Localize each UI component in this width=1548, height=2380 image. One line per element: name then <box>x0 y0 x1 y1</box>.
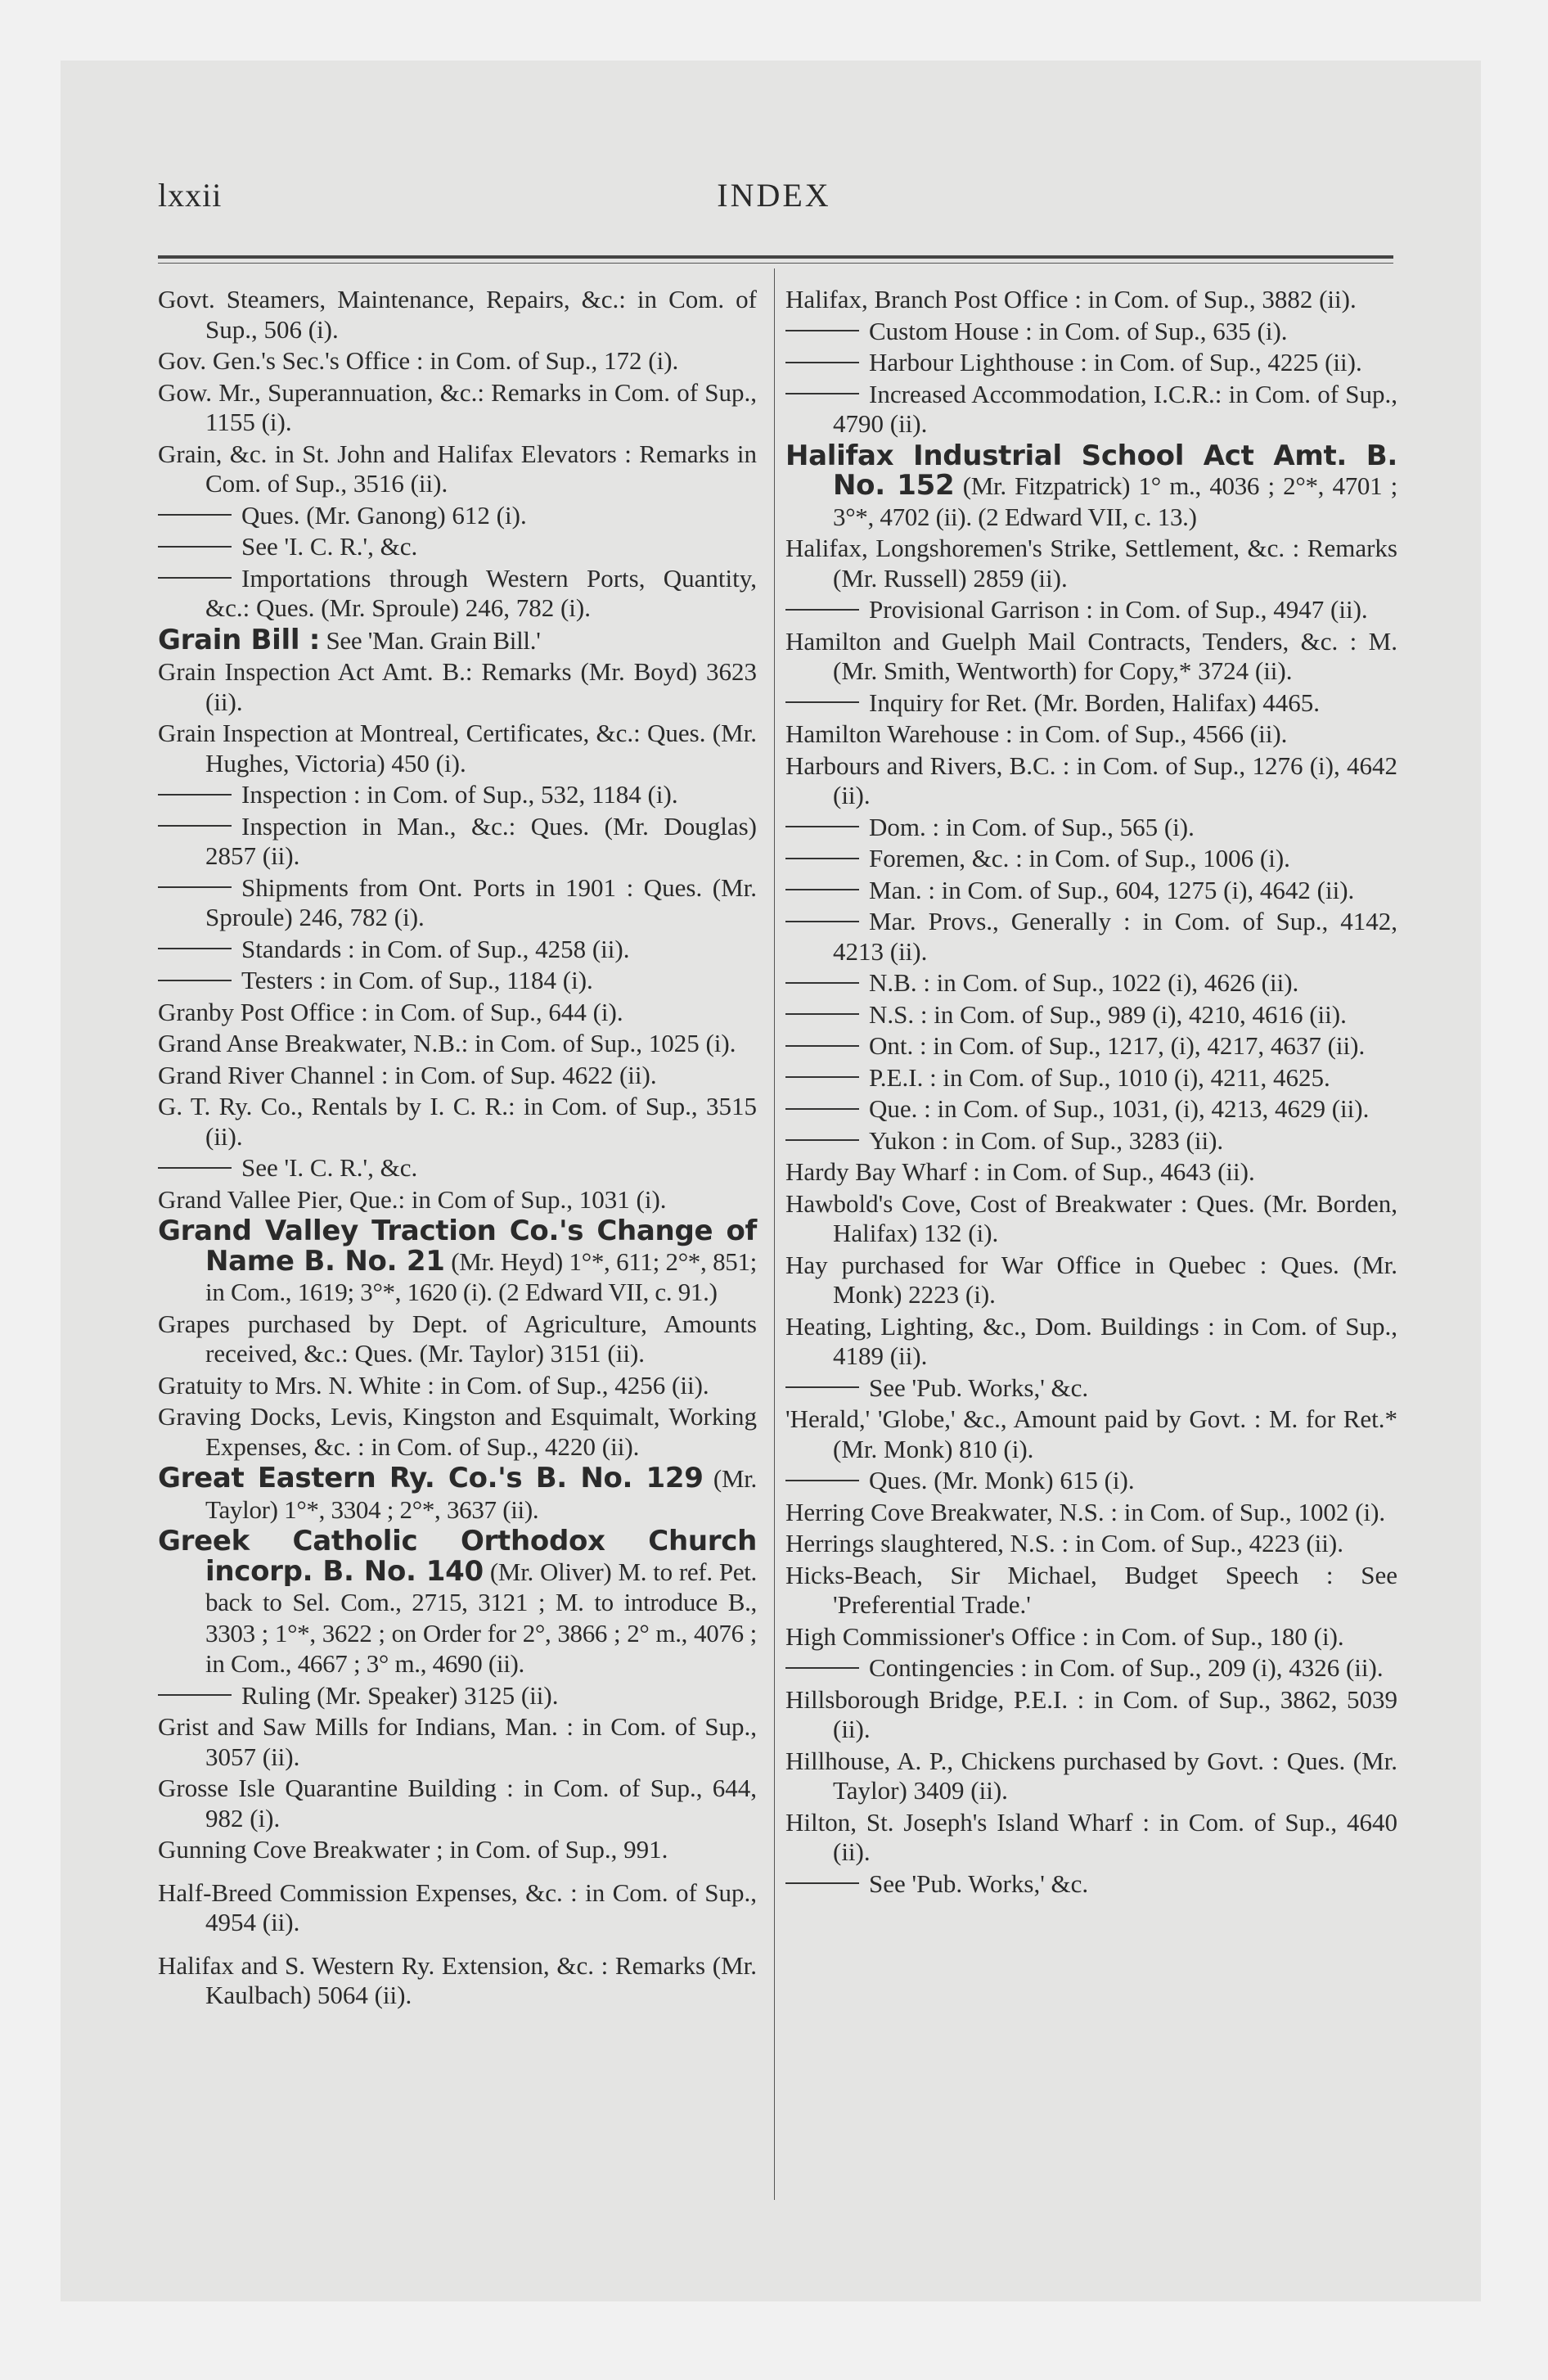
index-subentry <box>785 876 1397 906</box>
entry-text: Hawbold's Cove, Cost of Breakwater : Ques. (Mr. Borden, Halifax) 132 (i). <box>785 1188 1397 1247</box>
index-entry <box>158 1835 757 1865</box>
entry-text: Gunning Cove Breakwater ; in Com. of Sup., 991. <box>158 1835 668 1864</box>
index-subentry <box>785 968 1397 998</box>
ditto-dash <box>785 1386 859 1388</box>
entry-text: P.E.I. : in Com. of Sup., 1010 (i), 4211, 4625. <box>869 1062 1330 1092</box>
index-entry <box>158 1774 757 1833</box>
index-entry <box>158 1029 757 1059</box>
entry-text: Half-Breed Commission Expenses, &c. : in Com. of Sup., 4954 (ii). <box>158 1877 757 1936</box>
ditto-dash <box>158 980 232 981</box>
ditto-dash <box>785 1667 859 1669</box>
index-entry <box>785 1561 1397 1620</box>
entry-text: Herring Cove Breakwater, N.S. : in Com. of Sup., 1002 (i). <box>785 1497 1386 1526</box>
index-subentry <box>785 1031 1397 1062</box>
ditto-dash <box>158 794 232 796</box>
ditto-dash <box>158 546 232 548</box>
entry-text: Grosse Isle Quarantine Building : in Com. of Sup., 644, 982 (i). <box>158 1774 757 1832</box>
entry-text: Grain Bill : <box>158 623 321 656</box>
entry-text: Grain Inspection Act Amt. B.: Remarks (Mr. Boyd) 3623 (ii). <box>158 657 757 716</box>
index-entry <box>785 751 1397 811</box>
index-subentry <box>785 688 1397 719</box>
entry-text: Hamilton Warehouse : in Com. of Sup., 4566 (ii). <box>785 719 1288 748</box>
index-subentry <box>785 1063 1397 1093</box>
index-entry <box>785 1622 1397 1652</box>
index-entry <box>785 1251 1397 1310</box>
index-entry <box>158 1309 757 1369</box>
header-rule-thick <box>158 255 1393 259</box>
entry-text: N.S. : in Com. of Sup., 989 (i), 4210, 4616 (ii). <box>869 999 1347 1029</box>
index-subentry <box>785 1000 1397 1030</box>
index-entry <box>158 1371 757 1401</box>
ditto-dash <box>785 1076 859 1078</box>
index-column-left <box>158 285 757 2013</box>
entry-text: G. T. Ry. Co., Rentals by I. C. R.: in Com. of Sup., 3515 (ii). <box>158 1092 757 1151</box>
index-subentry <box>785 813 1397 843</box>
entry-text: Gow. Mr., Superannuation, &c.: Remarks in Com. of Sup., 1155 (i). <box>158 377 757 436</box>
entry-text: Inspection : in Com. of Sup., 532, 1184 (i). <box>241 780 678 809</box>
column-divider <box>774 268 775 2200</box>
index-entry <box>158 625 757 656</box>
ditto-dash <box>785 330 859 331</box>
index-entry <box>785 1157 1397 1188</box>
entry-text: Hicks-Beach, Sir Michael, Budget Speech : See 'Preferential Trade.' <box>785 1560 1397 1619</box>
ditto-dash <box>158 514 232 516</box>
index-entry <box>785 1685 1397 1745</box>
ditto-dash <box>158 825 232 827</box>
index-entry <box>158 1402 757 1462</box>
entry-text: Graving Docks, Levis, Kingston and Esquimalt, Working Expenses, &c. : in Com. of Sup., 4220 (ii). <box>158 1402 757 1461</box>
index-subentry <box>158 812 757 872</box>
index-entry <box>785 1498 1397 1528</box>
entry-text: Testers : in Com. of Sup., 1184 (i). <box>241 966 593 994</box>
page-number: lxxii <box>158 177 223 214</box>
entry-text: See 'I. C. R.', &c. <box>241 532 418 561</box>
ditto-dash <box>785 1882 859 1884</box>
index-entry <box>158 1526 757 1679</box>
entry-text: Standards : in Com. of Sup., 4258 (ii). <box>241 934 630 963</box>
entry-text: Grand Vallee Pier, Que.: in Com of Sup., 1031 (i). <box>158 1184 667 1214</box>
index-subentry <box>785 1126 1397 1156</box>
entry-text: Grapes purchased by Dept. of Agriculture, Amounts received, &c.: Ques. (Mr. Taylor) 3151 (ii). <box>158 1309 757 1368</box>
index-entry <box>158 1092 757 1152</box>
entry-text: Hay purchased for War Office in Quebec : Ques. (Mr. Monk) 2223 (i). <box>785 1250 1397 1309</box>
ditto-dash <box>785 1045 859 1047</box>
index-entry <box>158 1216 757 1308</box>
entry-text: Harbours and Rivers, B.C. : in Com. of Sup., 1276 (i), 4642 (ii). <box>785 751 1397 809</box>
ditto-dash <box>785 393 859 394</box>
index-entry <box>158 1185 757 1215</box>
index-subentry <box>158 532 757 562</box>
ditto-dash <box>785 1013 859 1015</box>
entry-text: Granby Post Office : in Com. of Sup., 644 (i). <box>158 997 623 1026</box>
index-subentry <box>785 348 1397 378</box>
index-entry <box>785 1747 1397 1806</box>
index-entry <box>158 998 757 1028</box>
entry-text: Dom. : in Com. of Sup., 565 (i). <box>869 812 1195 841</box>
ditto-dash <box>785 889 859 890</box>
index-entry <box>785 1808 1397 1868</box>
entry-text: Contingencies : in Com. of Sup., 209 (i), 4326 (ii). <box>869 1653 1384 1682</box>
entry-text: Mar. Provs., Generally : in Com. of Sup., 4142, 4213 (ii). <box>833 907 1397 966</box>
index-subentry <box>785 1466 1397 1496</box>
index-entry <box>158 378 757 438</box>
page-title: INDEX <box>717 177 831 214</box>
ditto-dash <box>785 362 859 363</box>
entry-text: Halifax and S. Western Ry. Extension, &c. : Remarks (Mr. Kaulbach) 5064 (ii). <box>158 1950 757 2009</box>
index-entry <box>785 285 1397 315</box>
entry-text: Gratuity to Mrs. N. White : in Com. of Sup., 4256 (ii). <box>158 1370 709 1400</box>
index-entry <box>785 719 1397 750</box>
index-entry <box>158 1878 757 1938</box>
index-subentry <box>785 1653 1397 1684</box>
entry-text: Grand River Channel : in Com. of Sup. 4622 (ii). <box>158 1060 657 1089</box>
entry-text: See 'I. C. R.', &c. <box>241 1153 418 1182</box>
index-subentry <box>785 1094 1397 1125</box>
index-subentry <box>158 501 757 531</box>
entry-references: (Mr. Heyd) 1°*, 611; 2°*, 851; in Com., 1619; 3°*, 1620 (i). (2 Edward VII, c. 91.) <box>205 1246 757 1306</box>
entry-text: Govt. Steamers, Maintenance, Repairs, &c.: in Com. of Sup., 506 (i). <box>158 285 757 344</box>
ditto-dash <box>785 1139 859 1141</box>
ditto-dash <box>785 826 859 827</box>
entry-text: Yukon : in Com. of Sup., 3283 (ii). <box>869 1125 1224 1155</box>
entry-text: Hardy Bay Wharf : in Com. of Sup., 4643 (ii). <box>785 1157 1255 1186</box>
entry-text: Foremen, &c. : in Com. of Sup., 1006 (i). <box>869 844 1290 872</box>
entry-text: Grist and Saw Mills for Indians, Man. : in Com. of Sup., 3057 (ii). <box>158 1712 757 1771</box>
ditto-dash <box>158 1167 232 1169</box>
ditto-dash <box>785 982 859 984</box>
entry-text: Halifax, Longshoremen's Strike, Settlement, &c. : Remarks (Mr. Russell) 2859 (ii). <box>785 534 1397 593</box>
index-subentry <box>158 1153 757 1183</box>
ditto-dash <box>158 577 232 579</box>
entry-text: Ruling (Mr. Speaker) 3125 (ii). <box>241 1680 559 1710</box>
index-subentry <box>158 780 757 810</box>
index-entry <box>785 1312 1397 1372</box>
index-entry <box>158 1463 757 1525</box>
index-subentry <box>785 844 1397 874</box>
ditto-dash <box>785 1108 859 1110</box>
ditto-dash <box>785 609 859 611</box>
index-entry <box>158 657 757 717</box>
header-rule-thin <box>158 263 1393 264</box>
entry-text: Inspection in Man., &c.: Ques. (Mr. Douglas) 2857 (ii). <box>205 811 757 870</box>
index-subentry <box>158 564 757 624</box>
index-entry <box>785 1189 1397 1249</box>
index-subentry <box>785 907 1397 967</box>
entry-text: Grain, &c. in St. John and Halifax Elevators : Remarks in Com. of Sup., 3516 (ii). <box>158 439 757 498</box>
index-entry <box>158 346 757 376</box>
index-subentry <box>785 1869 1397 1900</box>
entry-text: Que. : in Com. of Sup., 1031, (i), 4213, 4629 (ii). <box>869 1094 1370 1123</box>
index-subentry <box>158 966 757 996</box>
index-entry <box>785 441 1397 533</box>
entry-text: Ont. : in Com. of Sup., 1217, (i), 4217, 4637 (ii). <box>869 1031 1366 1060</box>
ditto-dash <box>785 858 859 859</box>
index-subentry <box>158 1681 757 1711</box>
entry-text: Provisional Garrison : in Com. of Sup., 4947 (ii). <box>869 595 1368 624</box>
index-subentry <box>785 317 1397 347</box>
entry-text: Increased Accommodation, I.C.R.: in Com. of Sup., 4790 (ii). <box>833 379 1397 438</box>
index-entry <box>158 285 757 345</box>
entry-references: (Mr. Fitzpatrick) 1° m., 4036 ; 2°*, 4701 ; 3°*, 4702 (ii). (2 Edward VII, c. 13.) <box>833 471 1397 531</box>
entry-text: Great Eastern Ry. Co.'s B. No. 129 <box>158 1462 704 1494</box>
entry-text: Inquiry for Ret. (Mr. Borden, Halifax) 4465. <box>869 687 1320 717</box>
entry-text: Importations through Western Ports, Quantity, &c.: Ques. (Mr. Sproule) 246, 782 (i). <box>205 563 757 622</box>
entry-text: Hilton, St. Joseph's Island Wharf : in Com. of Sup., 4640 (ii). <box>785 1807 1397 1866</box>
entry-text: Greek Catholic Orthodox Church incorp. B. No. 140 <box>158 1525 757 1588</box>
entry-references: (Mr. Oliver) M. to ref. Pet. back to Sel. Com., 2715, 3121 ; M. to introduce B., 3303 ; 1°*, 3622 ; on Order for 2°, 3866 ; 2° m., 4076 ; in Com., 4667 ; 3° m., 4690 (ii). <box>205 1557 757 1678</box>
entry-text: Halifax Industrial School Act Amt. B. No. 152 <box>785 439 1397 502</box>
index-entry <box>158 719 757 778</box>
index-subentry <box>158 935 757 965</box>
index-entry <box>158 439 757 499</box>
index-entry <box>785 1529 1397 1559</box>
index-subentry <box>785 380 1397 439</box>
entry-text: See 'Pub. Works,' &c. <box>869 1868 1089 1898</box>
entry-text: Herrings slaughtered, N.S. : in Com. of Sup., 4223 (ii). <box>785 1529 1343 1557</box>
index-entry <box>785 1404 1397 1464</box>
entry-text: Custom House : in Com. of Sup., 635 (i). <box>869 316 1288 345</box>
entry-text: Harbour Lighthouse : in Com. of Sup., 4225 (ii). <box>869 348 1362 376</box>
entry-text: Man. : in Com. of Sup., 604, 1275 (i), 4642 (ii). <box>869 875 1355 904</box>
entry-text: Hillhouse, A. P., Chickens purchased by Govt. : Ques. (Mr. Taylor) 3409 (ii). <box>785 1746 1397 1805</box>
index-entry <box>158 1951 757 2011</box>
entry-text: See 'Pub. Works,' &c. <box>869 1373 1089 1402</box>
entry-text: Ques. (Mr. Ganong) 612 (i). <box>241 500 527 530</box>
index-subentry <box>785 1373 1397 1404</box>
index-entry <box>785 627 1397 687</box>
entry-text: Halifax, Branch Post Office : in Com. of Sup., 3882 (ii). <box>785 285 1357 313</box>
ditto-dash <box>158 1694 232 1696</box>
ditto-dash <box>785 921 859 922</box>
entry-text: Heating, Lighting, &c., Dom. Buildings : in Com. of Sup., 4189 (ii). <box>785 1311 1397 1370</box>
entry-references: See 'Man. Grain Bill.' <box>320 625 541 655</box>
entry-text: 'Herald,' 'Globe,' &c., Amount paid by Govt. : M. for Ret.* (Mr. Monk) 810 (i). <box>785 1404 1397 1463</box>
entry-text: Grand Anse Breakwater, N.B.: in Com. of Sup., 1025 (i). <box>158 1029 736 1057</box>
ditto-dash <box>785 1480 859 1481</box>
index-entry <box>158 1061 757 1091</box>
entry-text: Grain Inspection at Montreal, Certificates, &c.: Ques. (Mr. Hughes, Victoria) 450 (i). <box>158 719 757 778</box>
ditto-dash <box>158 948 232 949</box>
entry-text: High Commissioner's Office : in Com. of Sup., 180 (i). <box>785 1621 1344 1651</box>
index-entry <box>785 534 1397 593</box>
ditto-dash <box>158 886 232 888</box>
index-subentry <box>158 873 757 933</box>
entry-text: Gov. Gen.'s Sec.'s Office : in Com. of Sup., 172 (i). <box>158 346 679 375</box>
index-column-right <box>785 285 1397 1900</box>
entry-text: Ques. (Mr. Monk) 615 (i). <box>869 1466 1135 1494</box>
index-subentry <box>785 595 1397 625</box>
entry-text: Shipments from Ont. Ports in 1901 : Ques. (Mr. Sproule) 246, 782 (i). <box>205 872 757 931</box>
entry-text: Hillsborough Bridge, P.E.I. : in Com. of Sup., 3862, 5039 (ii). <box>785 1684 1397 1743</box>
entry-text: Grand Valley Traction Co.'s Change of Name B. No. 21 <box>158 1215 757 1278</box>
entry-text: N.B. : in Com. of Sup., 1022 (i), 4626 (ii). <box>869 968 1299 997</box>
entry-references: (Mr. Taylor) 1°*, 3304 ; 2°*, 3637 (ii). <box>205 1464 757 1524</box>
entry-text: Hamilton and Guelph Mail Contracts, Tenders, &c. : M. (Mr. Smith, Wentworth) for Copy,* 3724 (ii). <box>785 626 1397 685</box>
ditto-dash <box>785 701 859 703</box>
index-entry <box>158 1712 757 1772</box>
